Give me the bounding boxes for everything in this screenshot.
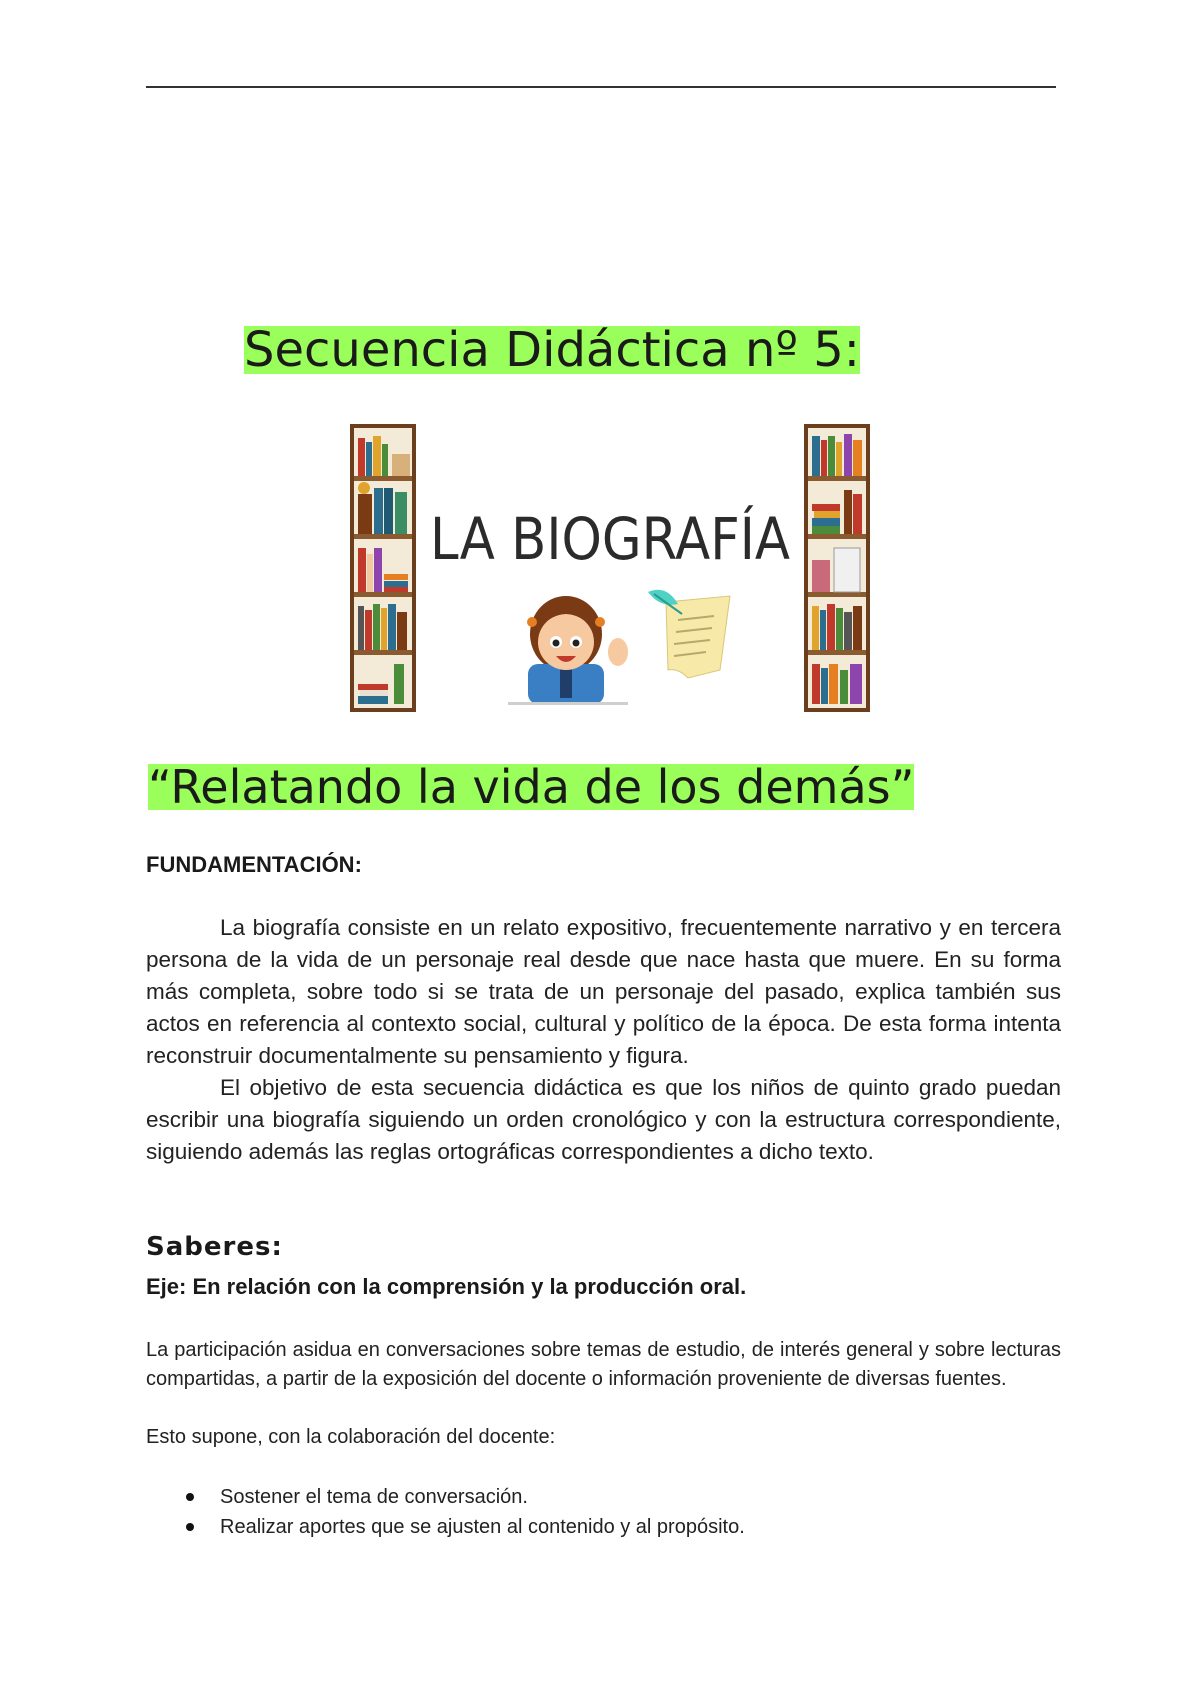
- bullet-icon: [186, 1493, 194, 1501]
- eje-heading: Eje: En relación con la comprensión y la producción oral.: [146, 1274, 747, 1299]
- left-bookshelf-icon: [350, 424, 416, 712]
- header-rule: [146, 86, 1056, 88]
- list-item: [146, 1512, 1061, 1542]
- fundamentacion-paragraph-1: [146, 912, 1061, 1072]
- document-subtitle: [146, 756, 916, 822]
- document-title-text: Secuencia Didáctica nº 5:: [244, 322, 860, 378]
- document-subtitle-text: “Relatando la vida de los demás”: [148, 760, 915, 814]
- saberes-paragraph-2: [146, 1423, 1061, 1452]
- list-item-text: Realizar aportes que se ajusten al contenido y al propósito.: [220, 1516, 745, 1538]
- saberes-bullet-list: [146, 1482, 1061, 1542]
- paper-quill-icon: [648, 590, 730, 678]
- biografia-banner: [348, 424, 872, 712]
- list-item-text: Sostener el tema de conversación.: [220, 1486, 528, 1508]
- document-title: [242, 318, 862, 384]
- fundamentacion-paragraph-1-text: La biografía consiste en un relato expositivo, frecuentemente narrativo y en tercera persona de la vida de un personaje real desde que nace hasta que muere. En su forma más completa, sobre todo si se trata de un personaje del pasado, explica también sus actos en referencia al contexto social, cultural y político de la época. De esta forma intenta reconstruir documentalmente su pensamiento y figura.: [146, 915, 1061, 1068]
- saberes-heading: Saberes:: [146, 1232, 283, 1262]
- saberes-paragraph-2-text: Esto supone, con la colaboración del docente:: [146, 1426, 556, 1448]
- list-item: [146, 1482, 1061, 1512]
- saberes-paragraph-1: [146, 1336, 1061, 1394]
- bullet-icon: [186, 1523, 194, 1531]
- fundamentacion-paragraph-2: [146, 1072, 1061, 1168]
- banner-title: LA BIOGRAFÍA: [430, 505, 838, 573]
- saberes-paragraph-1-text: La participación asidua en conversaciones sobre temas de estudio, de interés general y sobre lecturas compartidas, a partir de la exposición del docente o información proveniente de diversas fuentes.: [146, 1339, 1061, 1390]
- fundamentacion-heading: FUNDAMENTACIÓN:: [146, 852, 362, 877]
- girl-writing-icon: [508, 596, 628, 705]
- right-bookshelf-icon: [804, 424, 870, 712]
- fundamentacion-paragraph-2-text: El objetivo de esta secuencia didáctica es que los niños de quinto grado puedan escribir una biografía siguiendo un orden cronológico y con la estructura correspondiente, siguiendo además las reglas ortográficas correspondientes a dicho texto.: [146, 1075, 1061, 1164]
